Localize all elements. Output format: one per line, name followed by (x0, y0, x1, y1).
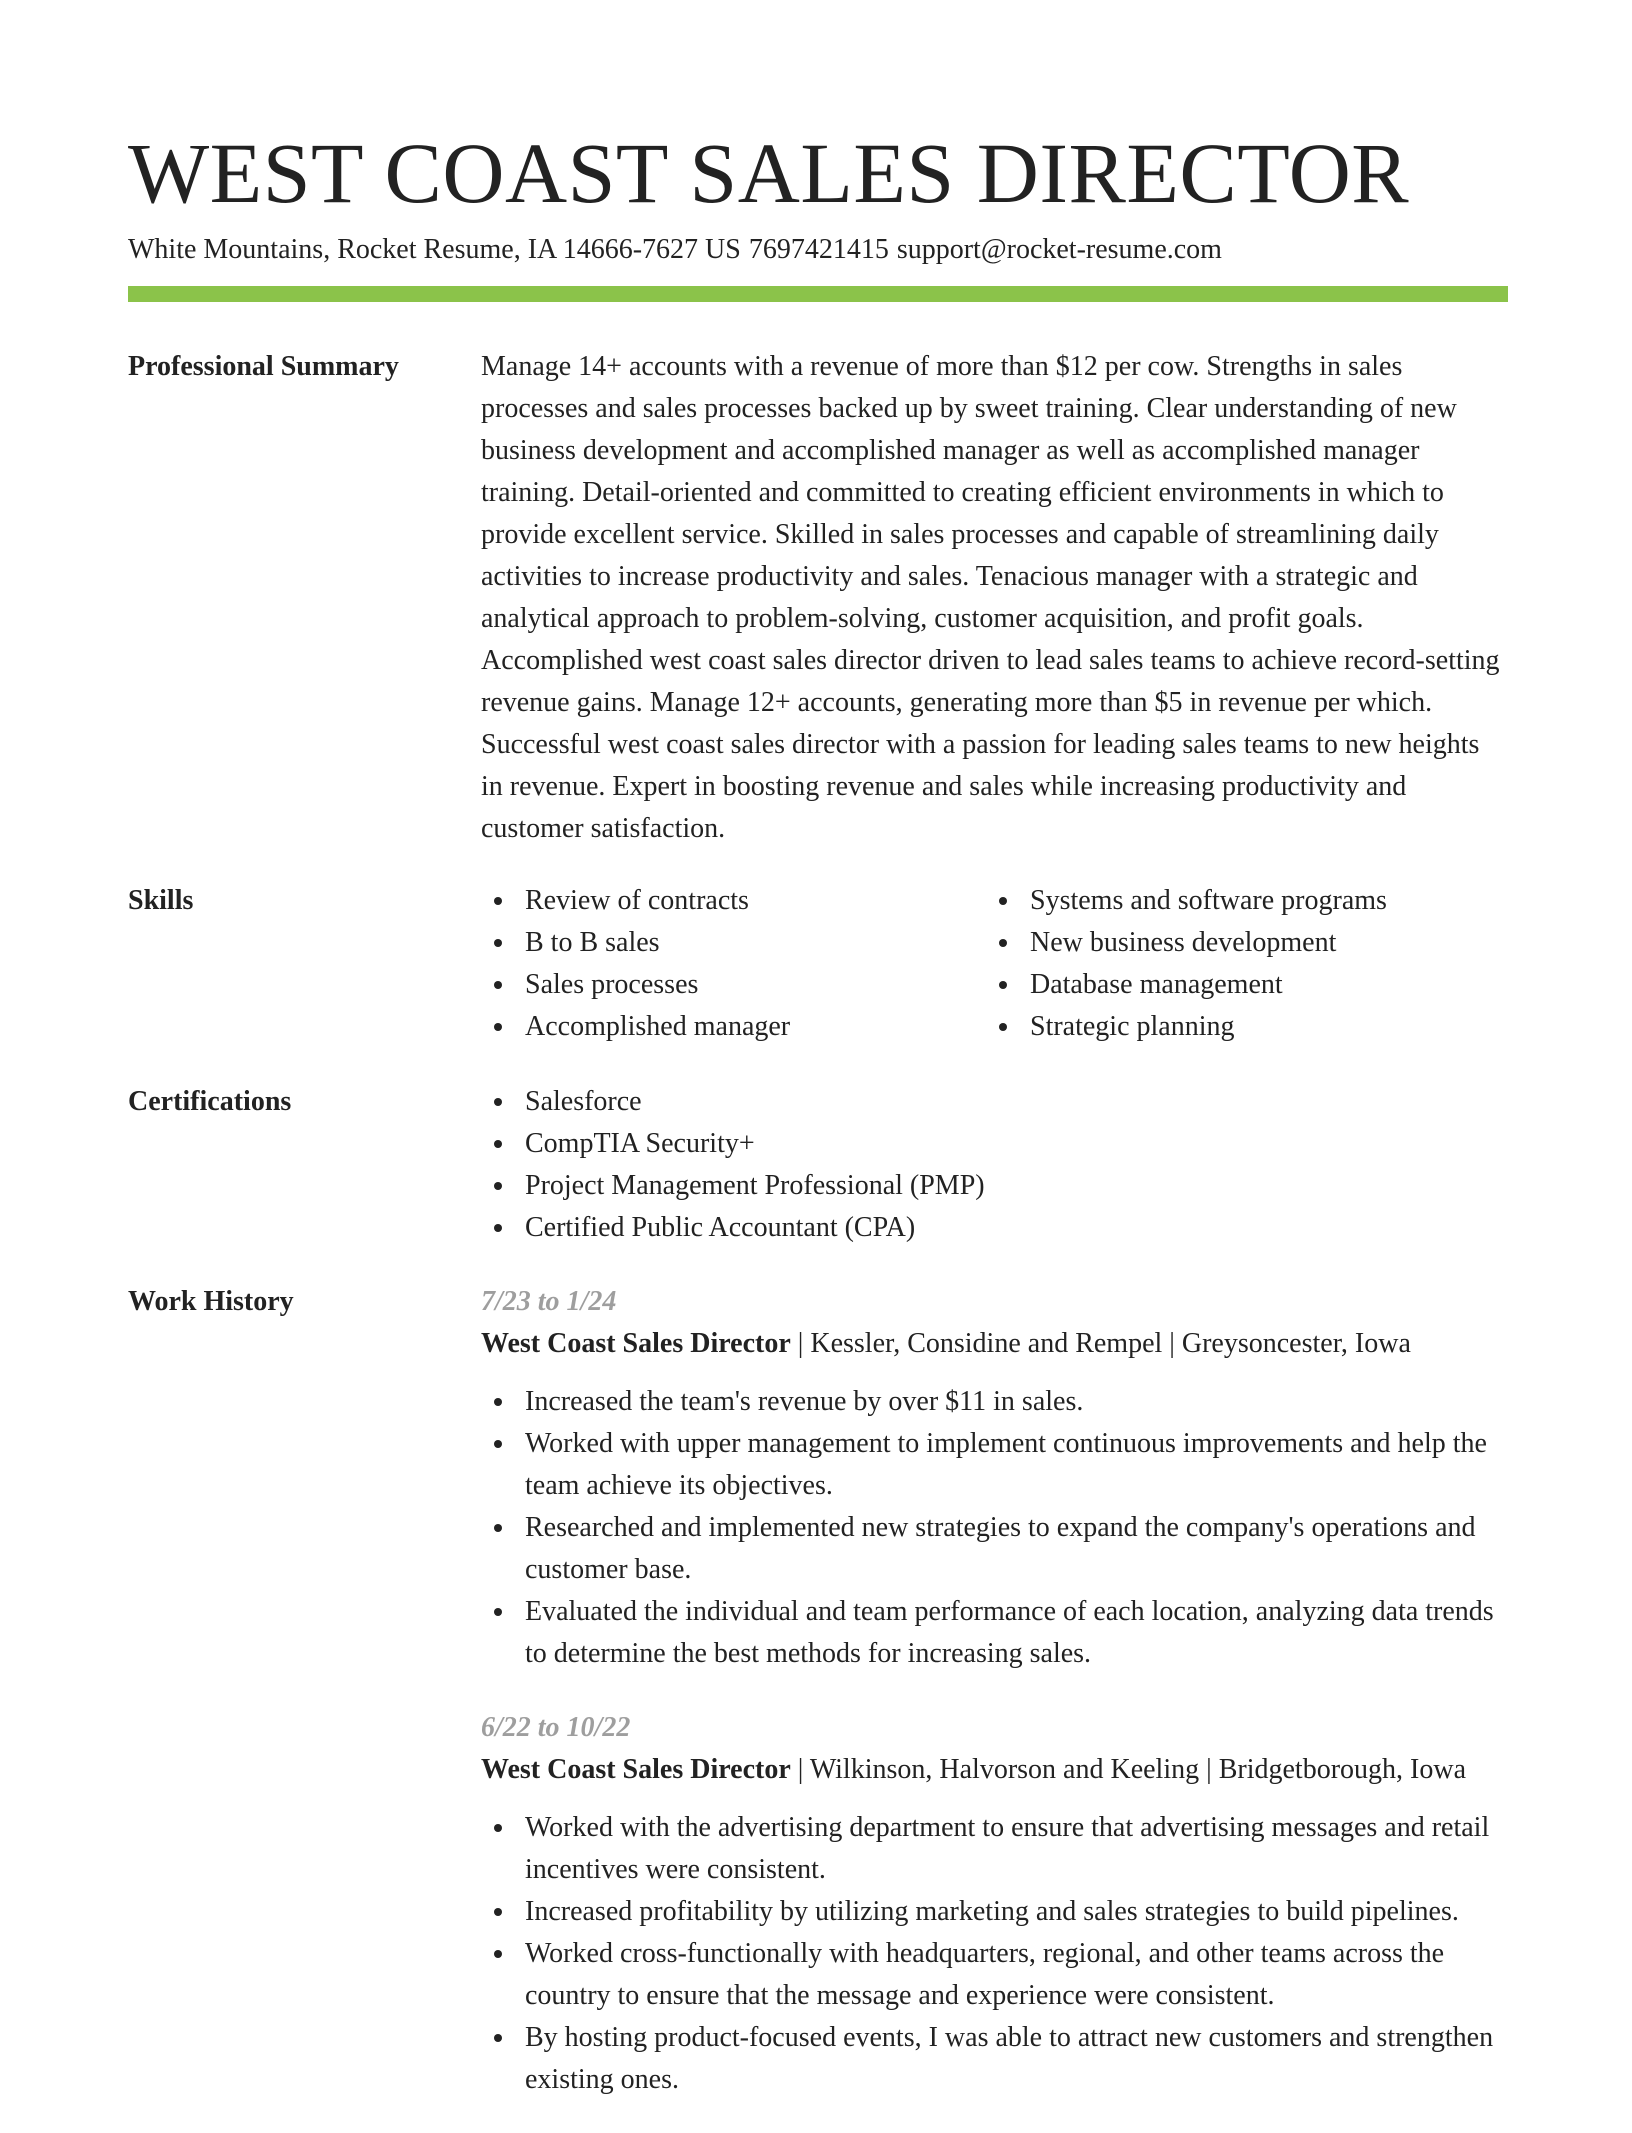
list-item: Database management (986, 964, 1491, 1006)
skills-list-right (986, 880, 1491, 1048)
section-heading-work-history: Work History (128, 1286, 294, 1317)
list-item: Project Management Professional (PMP) (481, 1165, 1508, 1207)
list-item: Strategic planning (986, 1006, 1491, 1048)
job-title: West Coast Sales Director (481, 1754, 791, 1785)
section-heading-skills: Skills (128, 885, 194, 916)
contact-phone: 7697421415 (748, 234, 889, 265)
list-item: Worked with upper management to implement continuous improvements and help the team achieve its objectives. (481, 1423, 1508, 1507)
job-dates: 7/23 to 1/24 (481, 1286, 617, 1317)
job-dates: 6/22 to 10/22 (481, 1712, 631, 1743)
job-heading (481, 1323, 1508, 1365)
job-employer-location: | Wilkinson, Halvorson and Keeling | Bridgetborough, Iowa (790, 1754, 1466, 1785)
contact-email: support@rocket-resume.com (896, 234, 1222, 265)
list-item: Accomplished manager (481, 1006, 986, 1048)
list-item: Salesforce (481, 1081, 1508, 1123)
job-title: West Coast Sales Director (481, 1328, 791, 1359)
contact-line (128, 230, 1222, 270)
section-heading-summary: Professional Summary (128, 351, 399, 382)
list-item: Worked cross-functionally with headquarters, regional, and other teams across the country to ensure that the message and experience were consistent. (481, 1933, 1508, 2017)
work-history-body (481, 1281, 1508, 2133)
list-item: Review of contracts (481, 880, 986, 922)
list-item: Increased the team's revenue by over $11 in sales. (481, 1381, 1508, 1423)
skills-list-left (481, 880, 986, 1048)
list-item: Researched and implemented new strategies to expand the company's operations and customer base. (481, 1507, 1508, 1591)
summary-body (481, 346, 1508, 850)
list-item: B to B sales (481, 922, 986, 964)
job-entry (481, 1707, 1508, 2101)
list-item: Certified Public Accountant (CPA) (481, 1207, 1508, 1249)
list-item: New business development (986, 922, 1491, 964)
resume-name: WEST COAST SALES DIRECTOR (128, 125, 1410, 221)
certifications-list (481, 1081, 1508, 1249)
list-item: Increased profitability by utilizing marketing and sales strategies to build pipelines. (481, 1891, 1508, 1933)
job-heading (481, 1749, 1508, 1791)
list-item: Evaluated the individual and team performance of each location, analyzing data trends to determine the best methods for increasing sales. (481, 1591, 1508, 1675)
list-item: By hosting product-focused events, I was able to attract new customers and strengthen existing ones. (481, 2017, 1508, 2101)
skills-body (481, 880, 1508, 1048)
certifications-body (481, 1081, 1508, 1249)
list-item: Systems and software programs (986, 880, 1491, 922)
section-heading-certifications: Certifications (128, 1086, 292, 1117)
list-item: Sales processes (481, 964, 986, 1006)
job-employer-location: | Kessler, Considine and Rempel | Greysoncester, Iowa (790, 1328, 1411, 1359)
list-item: Worked with the advertising department to ensure that advertising messages and retail incentives were consistent. (481, 1807, 1508, 1891)
summary-text: Manage 14+ accounts with a revenue of more than $12 per cow. Strengths in sales processes and sales processes backed up by sweet training. Clear understanding of new business development and accomplished manager as well as accomplished manager training. Detail-oriented and committed to creating efficient environments in which to provide excellent service. Skilled in sales processes and capable of streamlining daily activities to increase productivity and sales. Tenacious manager with a strategic and analytical approach to problem-solving, customer acquisition, and profit goals. Accomplished west coast sales director driven to lead sales teams to achieve record-setting revenue gains. Manage 12+ accounts, generating more than $5 in revenue per which. Successful west coast sales director with a passion for leading sales teams to new heights in revenue. Expert in boosting revenue and sales while increasing productivity and customer satisfaction. (481, 351, 1500, 844)
header-divider (128, 286, 1508, 302)
job-bullets (481, 1807, 1508, 2101)
job-entry (481, 1281, 1508, 1675)
list-item: CompTIA Security+ (481, 1123, 1508, 1165)
job-bullets (481, 1381, 1508, 1675)
contact-address: White Mountains, Rocket Resume, IA 14666-7627 US (128, 234, 741, 265)
